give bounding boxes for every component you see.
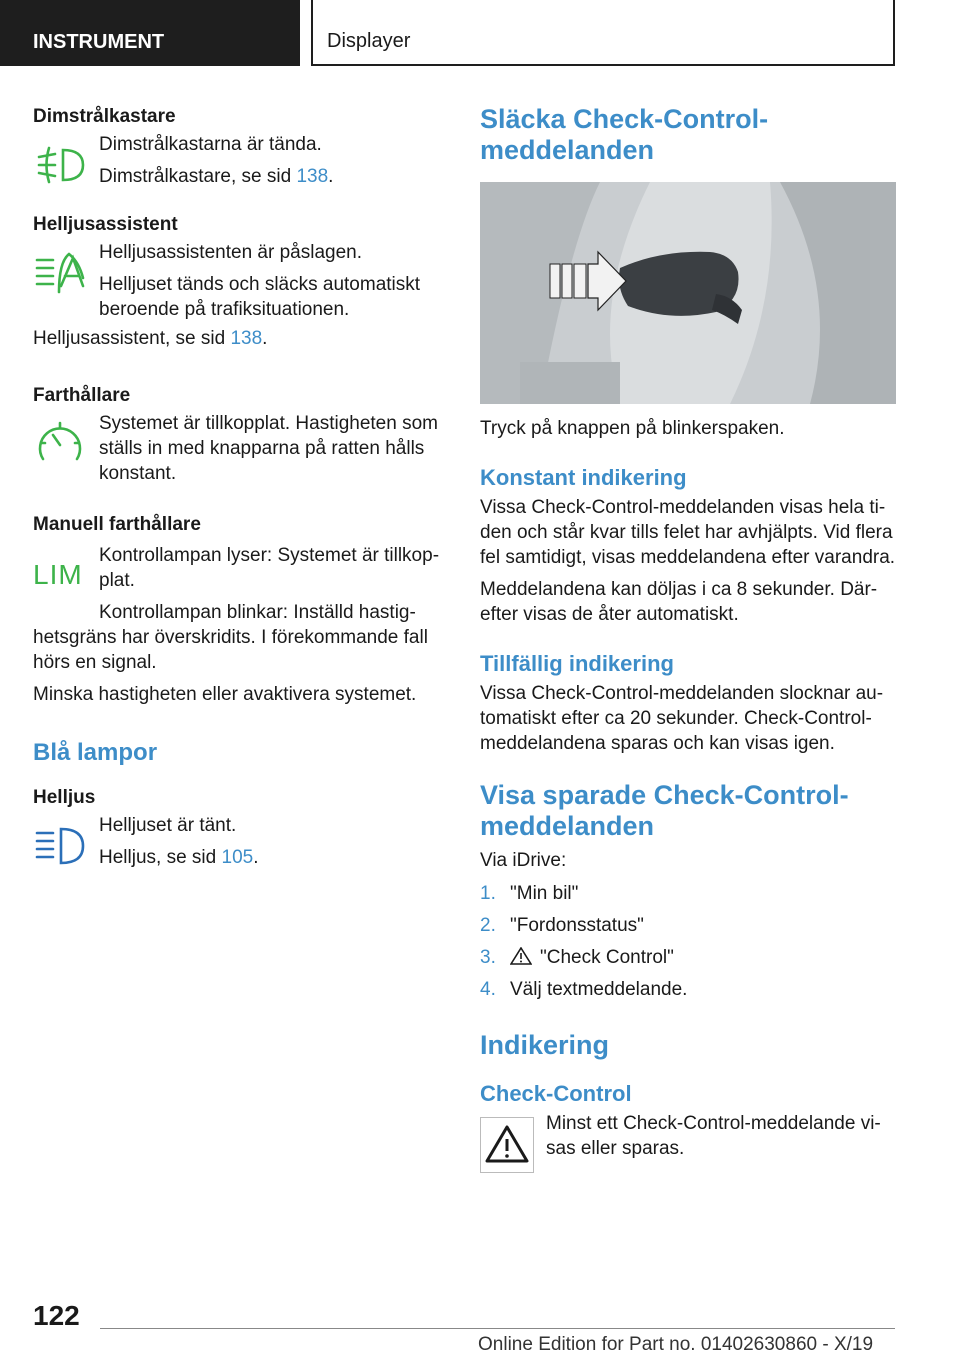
high-beam-assistant-icon (33, 248, 87, 298)
dim-text-2: Dimstrålkastare, se sid 138. (99, 166, 334, 187)
heading-tillfallig: Tillfällig indikering (480, 651, 674, 676)
cc-warning-entry (480, 1111, 896, 1171)
steps-list (480, 881, 896, 1002)
page-header (0, 0, 960, 66)
list-item: 1. "Min bil" (480, 883, 579, 904)
list-item: 3. "Check Control" (480, 947, 674, 968)
via-idrive: Via iDrive: (480, 850, 567, 871)
cc-entry (33, 411, 445, 486)
fog-light-icon (33, 140, 87, 190)
lever-illustration (480, 182, 896, 404)
hja-title: Helljusassistent (33, 214, 178, 235)
warning-triangle-icon (480, 1117, 534, 1173)
mcc-text-1: Kontrollampan lyser: Systemet är tillkop-plat. (99, 545, 440, 591)
cc-title: Farthållare (33, 385, 131, 406)
mcc-entry (33, 543, 445, 625)
warning-triangle-icon (510, 947, 532, 965)
footer-divider (100, 1328, 895, 1329)
page-link-138b[interactable]: 138 (230, 328, 263, 349)
cc-warning-text: Minst ett Check-Control-meddelande vi-sas eller sparas. (546, 1113, 881, 1159)
page-number: 122 (33, 1300, 80, 1331)
page-link-138[interactable]: 138 (296, 166, 329, 187)
left-column (33, 100, 445, 873)
mcc-text-3: Minska hastigheten eller avaktivera systemet. (33, 684, 417, 705)
heading-check-control: Check-Control (480, 1081, 632, 1106)
right-column (480, 104, 896, 1171)
blue-lamps-heading: Blå lampor (33, 739, 158, 766)
cruise-control-icon (33, 419, 87, 469)
hj-text-1: Helljuset är tänt. (99, 815, 237, 836)
hj-text-2: Helljus, se sid 105. (99, 847, 259, 868)
lim-icon: LIM (33, 559, 83, 590)
section-heading-saved: Visa sparade Check-Control-meddelanden (480, 780, 849, 841)
cc-text-1: Systemet är tillkopplat. Hastigheten som ställs in med knapparna på ratten hålls konstant. (99, 413, 438, 484)
high-beam-icon (33, 821, 87, 871)
konstant-text-1: Vissa Check-Control-meddelanden visas hela ti-den och står kvar tills felet har avhjälpts. Vid flera fel samtidigt, visas meddelandena efter varandra. (480, 497, 896, 568)
mcc-text-2b: hetsgräns har överskridits. I förekommande fall hörs en signal. (33, 627, 428, 673)
photo-caption: Tryck på knappen på blinkerspaken. (480, 418, 785, 439)
dim-title: Dimstrålkastare (33, 106, 176, 127)
footer-edition: Online Edition for Part no. 01402630860 - X/19 (478, 1334, 874, 1355)
konstant-text-2: Meddelandena kan döljas i ca 8 sekunder. Där-efter visas de åter automatiskt. (480, 579, 878, 625)
hja-entry (33, 240, 445, 322)
mcc-title: Manuell farthållare (33, 514, 201, 535)
hja-text-1: Helljusassistenten är påslagen. (99, 242, 362, 263)
dim-text-1: Dimstrålkastarna är tända. (99, 134, 322, 155)
list-item: 4. Välj textmeddelande. (480, 979, 688, 1000)
subsection-label: Displayer (311, 0, 895, 66)
section-label: INSTRUMENT (0, 0, 300, 66)
list-item: 2. "Fordonsstatus" (480, 915, 644, 936)
hja-text-2: Helljuset tänds och släcks automatiskt beroende på trafiksituationen. (99, 274, 421, 320)
hja-text-3: Helljusassistent, se sid 138. (33, 328, 268, 349)
hj-entry (33, 813, 445, 873)
tillfallig-text-1: Vissa Check-Control-meddelanden slocknar au-tomatiskt efter ca 20 sekunder. Check-Control-meddelandena sparas och kan visas igen. (480, 683, 884, 754)
turn-signal-lever-photo (480, 182, 896, 404)
section-heading-indikering: Indikering (480, 1030, 610, 1060)
mcc-text-2: Kontrollampan blinkar: Inställd hastig- (99, 602, 416, 623)
section-heading-dismiss: Släcka Check-Control-meddelanden (480, 104, 769, 165)
dim-entry (33, 132, 445, 192)
page-link-105[interactable]: 105 (221, 847, 254, 868)
hj-title: Helljus (33, 787, 96, 808)
heading-konstant: Konstant indikering (480, 465, 687, 490)
